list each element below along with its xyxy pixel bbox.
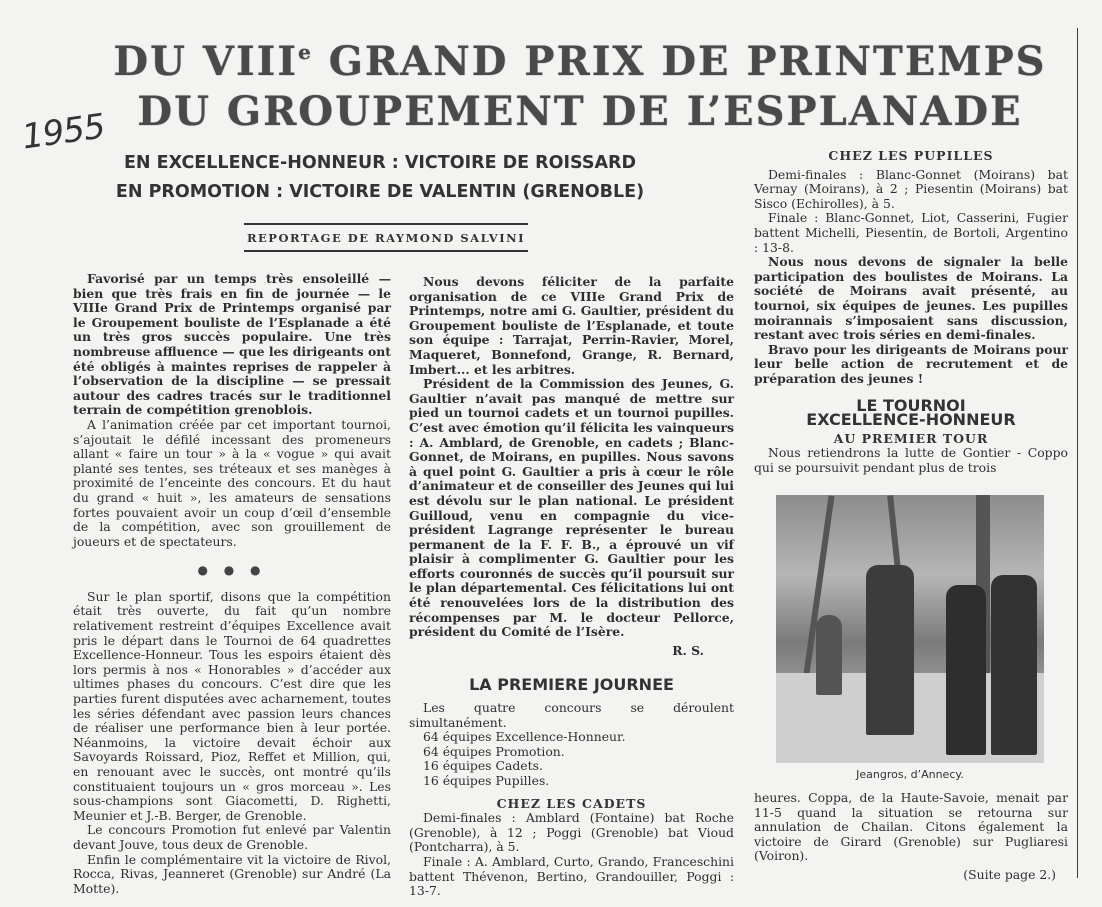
subhead-promotion: EN PROMOTION : VICTOIRE DE VALENTIN (GRENOBLE) xyxy=(115,182,645,202)
separator-dots: ● ● ● xyxy=(197,563,267,578)
paragraph: Enfin le complémentaire vit la victoire de Rivol, Rocca, Rivas, Jeanneret (Grenoble) sur André (La Motte). xyxy=(73,851,391,896)
paragraph: Favorisé par un temps très ensoleillé — bien que très frais en fin de journée — le VIIIe Grand Prix de Printemps organisé par le Groupement bouliste de l’Esplanade a été un très gros succès populaire. Une très nombreuse affluence — que les dirigeants ont été obligés à maintes reprises de rappeler à l’observation de la discipline — se pressait autour des cadres tracés sur le traditionnel terrain de compétition grenoblois. xyxy=(73,271,391,418)
paragraph: A l’animation créée par cet important tournoi, s’ajoutait le défilé incessant des promeneurs allant « faire un tour » à la « vogue » qui avait planté ses tentes, ses tréteaux et ses manèges à proximité de l’enceinte des concours. Et du haut du grand « huit », les amateurs de sensations fortes pouvaient avoir un coup d’œil d’ensemble de la compétition, avec son grouillement de joueurs et de spectateurs. xyxy=(73,416,391,549)
section-title-tournoi: LE TOURNOI xyxy=(856,395,966,415)
section-title-premiere-journee: LA PREMIERE JOURNEE xyxy=(469,675,674,695)
headline-line-2: DU GROUPEMENT DE L’ESPLANADE xyxy=(137,88,1023,135)
paragraph: Nous nous devons de signaler la belle participation des boulistes de Moirans. La société de Moirans avait présenté, au tournoi, six équipes de jeunes. Les pupilles moirannais s’imposaient sans discussion, restant avec trois séries en demi-finales. xyxy=(754,254,1068,343)
continued-note: (Suite page 2.) xyxy=(963,866,1056,882)
paragraph: Président de la Commission des Jeunes, G. Gaultier n’avait pas manqué de mettre sur pied un tournoi cadets et un tournoi pupilles. C’est avec émotion qu’il félicita les vainqueurs : A. Amblard, de Grenoble, en cadets ; Blanc-Gonnet, de Moirans, en pupilles. Nous savons à quel point G. Gaultier a pris à cœur le rôle d’animateur et de conseiller des Jeunes qui lui est dévolu sur le plan national. Le président Guilloud, venu en compagnie du vice-président Lagrange représenter le bureau permanent de la F. F. B., a éprouvé un vif plaisir à complimenter G. Gaultier pour les efforts couronnés de succès qu’il poursuit sur le plan départemental. Ces félicitations lui ont été renouvelées lors de la distribution des récompenses par M. le docteur Pellorce, président du Comité de l’Isère. xyxy=(409,376,734,640)
paragraph: Demi-finales : Blanc-Gonnet (Moirans) bat Vernay (Moirans), à 2 ; Piesentin (Moirans) bat Sisco (Echirolles), à 5. xyxy=(754,166,1068,211)
section-title-excellence-honneur: EXCELLENCE-HONNEUR xyxy=(806,410,1016,430)
team-count: 64 équipes Promotion. xyxy=(423,743,565,759)
column-3 xyxy=(754,148,1068,475)
paragraph: Finale : Blanc-Gonnet, Liot, Casserini, Fugier battent Michelli, Piesentin, de Bortoli, Argentino : 13-8. xyxy=(754,210,1068,255)
headline-prefix: DU VIII xyxy=(113,38,299,85)
headline-superscript: e xyxy=(298,40,313,64)
column-3-continued xyxy=(754,791,1068,883)
column-1 xyxy=(73,272,391,896)
section-title-premier-tour: AU PREMIER TOUR xyxy=(833,430,989,446)
paragraph: Le concours Promotion fut enlevé par Valentin devant Jouve, tous deux de Grenoble. xyxy=(73,822,391,852)
paragraph: Sur le plan sportif, disons que la compétition était très ouverte, du fait qu’un nombre relativement restreint d’équipes Excellence avait pris le départ dans le Tournoi de 64 quadrettes Excellence-Honneur. Tous les espoirs étaient dès lors permis à nos « Honorables » d’accéder aux ultimes phases du concours. C’est dire que les parties furent disputées avec acharnement, toutes les séries défendant avec passion leurs chances de réaliser une performance bien à leur portée. Néanmoins, la victoire devait échoir aux Savoyards Roissard, Pioz, Reffet et Million, qui, en renouant avec le succès, ont montré qu’ils constituaient toujours un « gros morceau ». Les sous-champions sont Giacometti, D. Righetti, Meunier et J.-B. Berger, de Grenoble. xyxy=(73,588,391,823)
column-2 xyxy=(409,275,734,899)
headline-suffix: GRAND PRIX DE PRINTEMPS xyxy=(312,38,1047,85)
byline: REPORTAGE DE RAYMOND SALVINI xyxy=(244,223,528,252)
headline-line-1 xyxy=(80,38,1080,85)
team-count: 16 équipes Cadets. xyxy=(423,758,543,774)
photo-boules-players xyxy=(776,495,1044,763)
paragraph: Les quatre concours se déroulent simultanément. xyxy=(409,700,734,730)
paragraph: Bravo pour les dirigeants de Moirans pour leur belle action de recrutement et de préparation des jeunes ! xyxy=(754,341,1068,386)
paragraph: Nous retiendrons la lutte de Gontier - Coppo qui se poursuivit pendant plus de trois xyxy=(754,445,1068,475)
column-rule xyxy=(1077,28,1078,878)
section-title-cadets: CHEZ LES CADETS xyxy=(496,795,647,811)
team-count: 64 équipes Excellence-Honneur. xyxy=(423,729,626,745)
paragraph: Nous devons féliciter de la parfaite organisation de ce VIIIe Grand Prix de Printemps, notre ami G. Gaultier, président du Groupement bouliste de l’Esplanade, et toute son équipe : Tarrajat, Perrin-Ravier, Morel, Maqueret, Bonnefond, Grange, R. Bernard, Imbert... et les arbitres. xyxy=(409,274,734,377)
photo-caption: Jeangros, d’Annecy. xyxy=(856,768,964,781)
paragraph: heures. Coppa, de la Haute-Savoie, menait par 11-5 quand la situation se retourna sur annulation de Chailan. Citons également la victoire de Girard (Grenoble) sur Pugliaresi (Voiron). xyxy=(754,790,1068,864)
paragraph: Finale : A. Amblard, Curto, Grando, Franceschini battent Thévenon, Bertino, Grandouiller, Poggi : 13-7. xyxy=(409,853,734,899)
signature: R. S. xyxy=(672,642,704,658)
subhead-excellence: EN EXCELLENCE-HONNEUR : VICTOIRE DE ROISSARD xyxy=(123,153,637,173)
team-count: 16 équipes Pupilles. xyxy=(423,773,550,788)
section-title-pupilles: CHEZ LES PUPILLES xyxy=(828,148,994,163)
paragraph: Demi-finales : Amblard (Fontaine) bat Roche (Grenoble), à 12 ; Poggi (Grenoble) bat Vioud (Pontcharra), à 5. xyxy=(409,810,734,855)
handwritten-year: 1955 xyxy=(19,106,107,158)
